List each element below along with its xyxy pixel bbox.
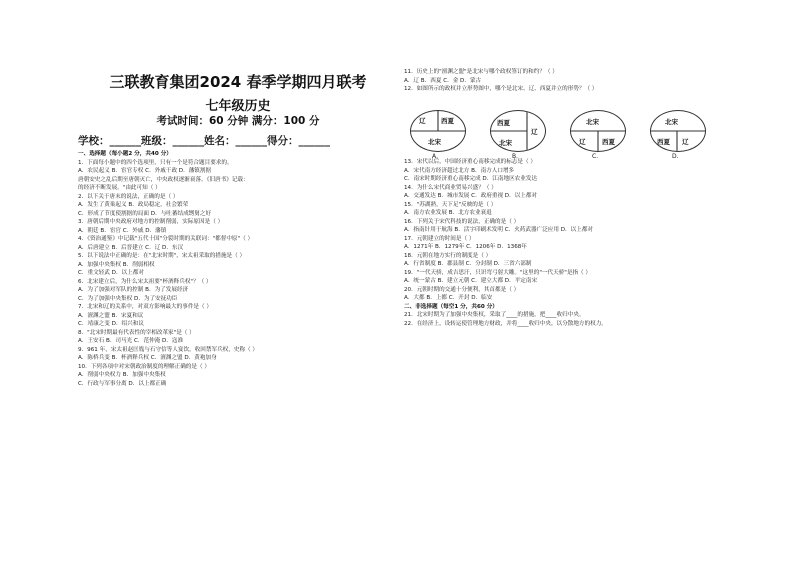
question-line: 唐朝安史之乱后期至唐朝灭亡，中央政权逐渐衰落。《旧唐书》记载：	[78, 176, 249, 183]
question-line: A．行省制度 B．郡县制 C．分封制 D．三省六部制	[404, 261, 532, 267]
question-line: C．行政与军事分离 D．以上都正确	[78, 380, 167, 387]
exam-info: 考试时间：60 分钟 满分：100 分	[156, 115, 320, 127]
question-line: 13．宋代以后，中国经济重心南移完成的标志是（ ）	[404, 159, 536, 165]
question-line: 的经济不断发展。"由此可知（ ）	[78, 185, 161, 191]
left-question-list	[78, 150, 398, 388]
regime-label-left: 西夏	[497, 119, 510, 127]
question-line: 5．以下说法中正确的是：在"北宋时期"，宋太祖采取的措施是（ ）	[78, 253, 246, 259]
question-line: 4．《资治通鉴》中记载"五代十国"分裂时期的关联词："都督中原"（ ）	[78, 236, 254, 242]
question-line: 11．历史上的"澶渊之盟"是北宋与哪个政权签订的和约？（ ）	[404, 69, 558, 75]
question-line: 12．如图所示的政权并立形势图中，哪个是北宋、辽、西夏并立的形势？（ ）	[404, 86, 598, 92]
regime-circle	[490, 110, 546, 152]
question-line: 3．唐朝后期中央政府对地方的控制削弱，实际原因是（ ）	[78, 219, 224, 225]
regime-circle	[410, 110, 466, 152]
section-heading: 二、非选择题（每空1 分，共60 分）	[404, 303, 498, 310]
regime-label-bottom: 北宋	[428, 138, 441, 146]
question-line: 16．下列关于宋代科技的说法，正确的是（ ）	[404, 218, 520, 225]
question-line: A．辽 B．西夏 C．金 D．蒙古	[404, 77, 482, 84]
question-line: C．南宋时期经济重心南移完成 D．江南地区农业发达	[404, 176, 538, 182]
question-line: 2．以下关于唐末的说法，正确的是（ ）	[78, 193, 179, 200]
question-line: A．大都 B．上都 C．开封 D．临安	[404, 295, 493, 301]
question-line: A．陈桥兵变 B．杯酒释兵权 C．澶渊之盟 D．黄袍加身	[78, 355, 217, 361]
regime-label-left: 西夏	[441, 117, 454, 125]
question-line: C．形成了节度使割据的局面 D．与吐蕃结成甥舅之好	[78, 210, 212, 217]
right-question-list-top	[404, 68, 724, 94]
question-line: A．为了加强对军队的控制 B．为了发展经济	[78, 287, 189, 293]
question-line: 18．元朝在地方实行的制度是（ ）	[404, 252, 492, 259]
question-line: A．农民起义 B．宦官专权 C．外戚干政 D．藩镇割据	[78, 168, 212, 174]
question-line: A．指南针用于航海 B．活字印刷术发明 C．火药武器广泛应用 D．以上都对	[404, 227, 594, 233]
option-caption: D．	[672, 153, 683, 160]
right-question-list-bottom	[404, 158, 724, 328]
regime-circle	[650, 110, 706, 152]
regime-diagram	[404, 106, 724, 158]
question-line: C．为了加强中央集权 D．为了安抚功臣	[78, 295, 178, 302]
option-caption: A．	[432, 153, 443, 160]
question-line: A．发生了黄巢起义 B．政局稳定，社会繁荣	[78, 202, 189, 208]
question-line: 21．北宋时期为了加强中央集权，采取了____的措施，把____收归中央。	[404, 312, 585, 318]
regime-label-right: 辽	[531, 128, 538, 136]
question-line: A．王安石 B．司马光 C．范仲淹 D．寇准	[78, 338, 184, 344]
regime-label-bottom: 北宋	[499, 139, 512, 147]
question-line: C．靖康之变 D．绍兴和议	[78, 321, 144, 327]
question-line: 22．在经济上，设转运使管理地方财政，并将____收归中央，以分散地方的权力。	[404, 320, 607, 327]
question-line: A．统一蒙古 B．建立元朝 C．建立大都 D．平定南宋	[404, 278, 538, 284]
question-line: 17．元朝建立的时间是（ ）	[404, 235, 475, 242]
question-line: A．交通发达 B．城市发展 C．政府重视 D．以上都对	[404, 193, 538, 199]
regime-label-bottom: 辽	[682, 138, 689, 146]
question-line: 14．为什么宋代商业贸易兴盛？（ ）	[404, 184, 497, 191]
question-line: 6．北宋建立后，为什么宋太祖要"杯酒释兵权"？（ ）	[78, 278, 212, 285]
question-line: 15．"苏湖熟，天下足"反映的是（ ）	[404, 201, 497, 208]
question-line: 19．"一代天骄，成吉思汗，只识弯弓射大雕。"这里的"一代天骄"是指（ ）	[404, 269, 592, 276]
question-line: 9．961 年，宋太祖赵匡胤与石守信等人宴饮，收回禁军兵权，史称（ ）	[78, 346, 259, 353]
question-line: C．重文轻武 D．以上都对	[78, 270, 144, 276]
regime-label-top: 北宋	[586, 118, 599, 126]
left-column	[78, 0, 398, 562]
question-line: A．后唐建立 B．后晋建立 C．辽 D．东汉	[78, 244, 184, 251]
subject-title: 七年级历史	[205, 99, 271, 114]
section-heading: 一、选择题（每小题2 分，共40 分）	[78, 151, 172, 157]
right-column	[404, 0, 724, 562]
regime-label-top: 辽	[419, 117, 426, 125]
student-info-line: 学校：______班级：______姓名：______得分：______	[78, 135, 330, 147]
question-line: 20．元朝时期的交通十分便利，其首都是（ ）	[404, 286, 520, 293]
regime-label-bottom: 西夏	[602, 138, 615, 146]
option-caption: C．	[592, 153, 603, 160]
question-line: 8．"北宋时期最有代表性的宰相改革家"是（ ）	[78, 329, 195, 336]
question-line: A．宋代南方经济超过北方 B．南方人口增多	[404, 167, 515, 174]
question-line: 10．下列各项中对宋朝政治制度的理解正确的是（ ）	[78, 363, 210, 370]
question-line: A．加强中央集权 B．削弱相权	[78, 261, 155, 268]
regime-label-right: 西夏	[657, 138, 670, 146]
regime-label-top: 北宋	[665, 118, 678, 126]
question-line: A．削弱中央权力 B．加强中央集权	[78, 372, 166, 378]
exam-title: 三联教育集团2024 春季学期四月联考	[109, 73, 367, 91]
question-line: A．1271年 B．1279年 C．1206年 D．1368年	[404, 244, 527, 250]
option-caption: B．	[512, 153, 523, 160]
question-line: A．朝廷 B．宦官 C．外戚 D．藩镇	[78, 227, 167, 234]
question-line: A．南方农业发展 B．北方农业衰退	[404, 210, 492, 216]
question-line: 7．北宋和辽的关系中，对双方影响最大的事件是（ ）	[78, 304, 212, 310]
question-line: 1．下面每小题中的四个选项里，只有一个是符合题目要求的。	[78, 159, 233, 166]
regime-circle	[570, 110, 626, 152]
regime-label-left: 辽	[579, 138, 586, 146]
question-line: A．澶渊之盟 B．宋夏和议	[78, 312, 144, 319]
